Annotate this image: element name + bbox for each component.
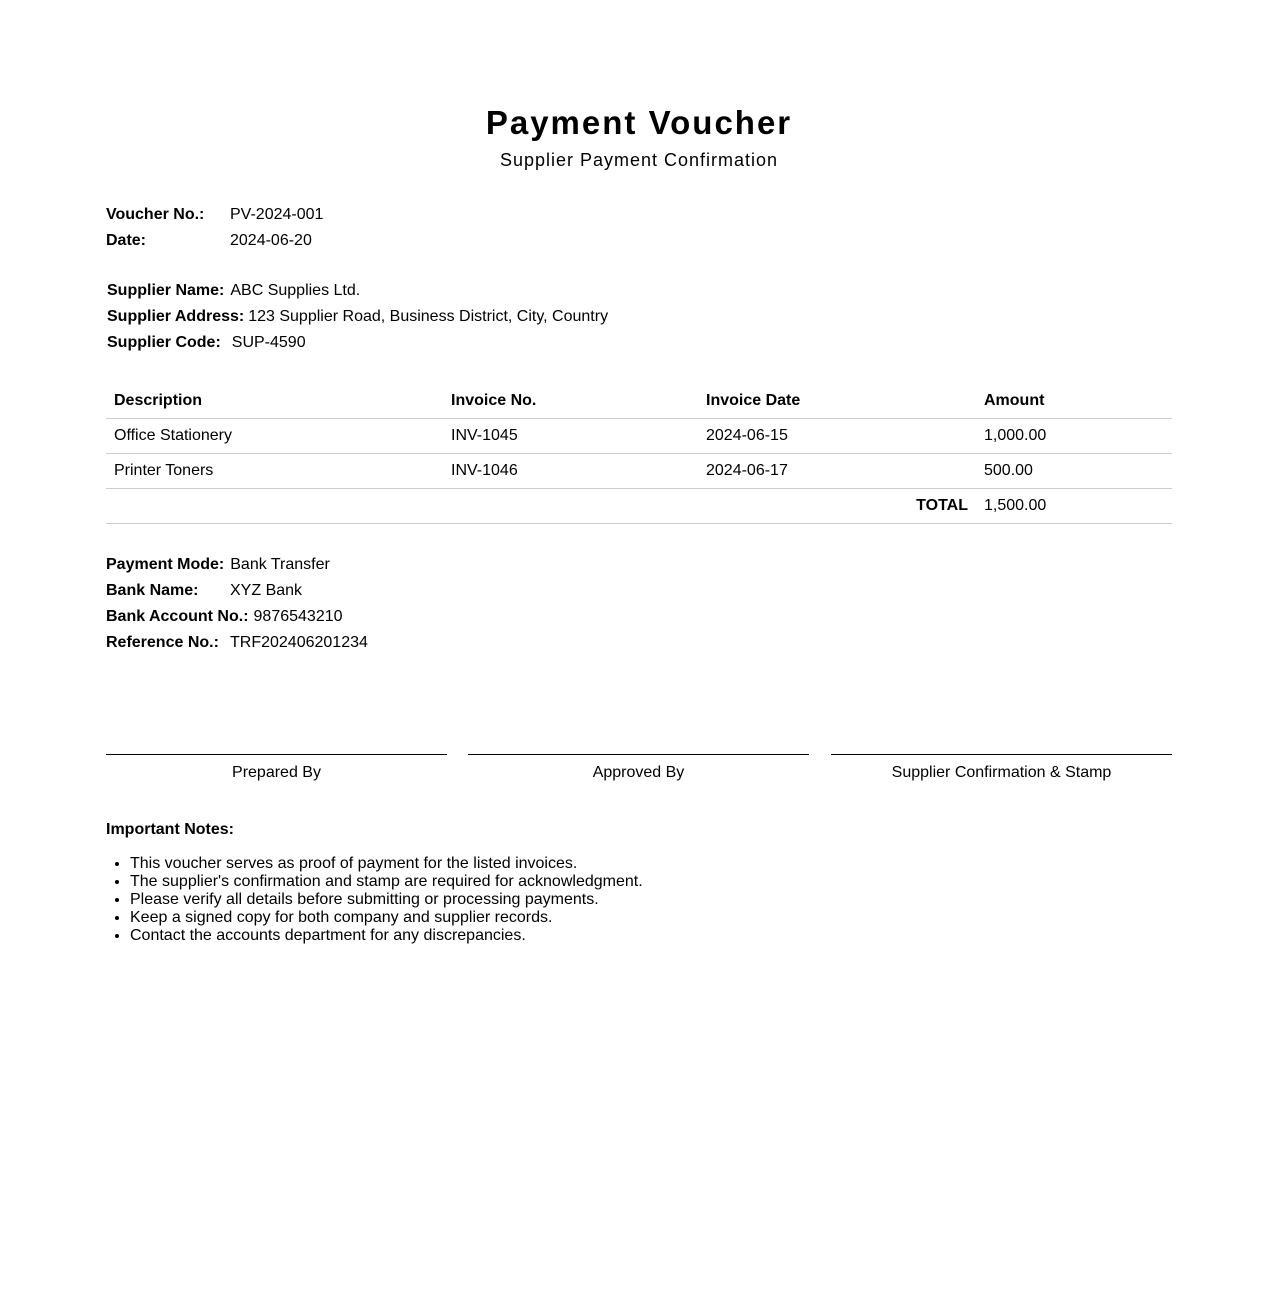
- voucher-number-row: [106, 205, 323, 225]
- payment-mode-row: [106, 555, 330, 575]
- supplier-code-row: [107, 333, 306, 353]
- cell-description: Office Stationery: [106, 419, 443, 454]
- cell-invoice-no: INV-1045: [443, 419, 698, 454]
- supplier-name-value: ABC Supplies Ltd.: [230, 282, 361, 299]
- supplier-address-row: [107, 307, 608, 327]
- supplier-address-value: 123 Supplier Road, Business District, City, Country: [248, 308, 609, 325]
- notes-title: Important Notes:: [106, 821, 234, 838]
- supplier-code-value: SUP-4590: [231, 334, 306, 351]
- cell-invoice-date: 2024-06-17: [698, 454, 976, 489]
- table-row: [106, 419, 1172, 454]
- voucher-number-label: Voucher No.:: [106, 206, 205, 223]
- list-item: • This voucher serves as proof of payment for the listed invoices.: [130, 855, 1130, 873]
- signature-prepared-by: Prepared By: [106, 754, 447, 783]
- payment-mode-label: Payment Mode:: [106, 556, 225, 573]
- cell-description: Printer Toners: [106, 454, 443, 489]
- bank-name-value: XYZ Bank: [230, 582, 303, 599]
- signature-supplier-confirmation: Supplier Confirmation & Stamp: [831, 754, 1172, 783]
- document-title: Payment Voucher: [485, 104, 793, 141]
- voucher-date-value: 2024-06-20: [230, 232, 312, 249]
- reference-row: [106, 633, 368, 653]
- supplier-address-label: Supplier Address:: [107, 308, 245, 325]
- list-item: • Keep a signed copy for both company and supplier records.: [130, 909, 1130, 927]
- column-header-invoice-no: Invoice No.: [443, 384, 698, 419]
- signature-approved-by: Approved By: [468, 754, 809, 783]
- cell-amount: 500.00: [976, 454, 1172, 489]
- table-header-row: [106, 384, 1172, 419]
- cell-invoice-date: 2024-06-15: [698, 419, 976, 454]
- list-item: • The supplier's confirmation and stamp are required for acknowledgment.: [130, 873, 1130, 891]
- bank-account-row: [106, 607, 343, 627]
- supplier-code-label: Supplier Code:: [107, 334, 221, 351]
- column-header-invoice-date: Invoice Date: [698, 384, 976, 419]
- bank-account-value: 9876543210: [253, 608, 343, 625]
- document-subtitle: Supplier Payment Confirmation: [499, 150, 779, 170]
- reference-value: TRF202406201234: [230, 634, 368, 651]
- list-item: • Please verify all details before submitting or processing payments.: [130, 891, 1130, 909]
- total-label: TOTAL: [106, 489, 976, 524]
- cell-amount: 1,000.00: [976, 419, 1172, 454]
- cell-invoice-no: INV-1046: [443, 454, 698, 489]
- total-row: [106, 489, 1172, 524]
- supplier-name-label: Supplier Name:: [107, 282, 225, 299]
- voucher-date-label: Date:: [106, 232, 147, 249]
- voucher-number-value: PV-2024-001: [230, 206, 324, 223]
- column-header-description: Description: [106, 384, 443, 419]
- bank-account-label: Bank Account No.:: [106, 608, 249, 625]
- voucher-date-row: [106, 231, 312, 251]
- supplier-name-row: [107, 281, 360, 301]
- list-item: • Contact the accounts department for any discrepancies.: [130, 927, 1130, 945]
- invoice-table: [106, 384, 1172, 524]
- column-header-amount: Amount: [976, 384, 1172, 419]
- table-row: [106, 454, 1172, 489]
- total-value: 1,500.00: [976, 489, 1172, 524]
- reference-label: Reference No.:: [106, 634, 219, 651]
- bank-name-row: [106, 581, 302, 601]
- notes-list: [106, 855, 1130, 945]
- bank-name-label: Bank Name:: [106, 582, 199, 599]
- payment-mode-value: Bank Transfer: [230, 556, 330, 573]
